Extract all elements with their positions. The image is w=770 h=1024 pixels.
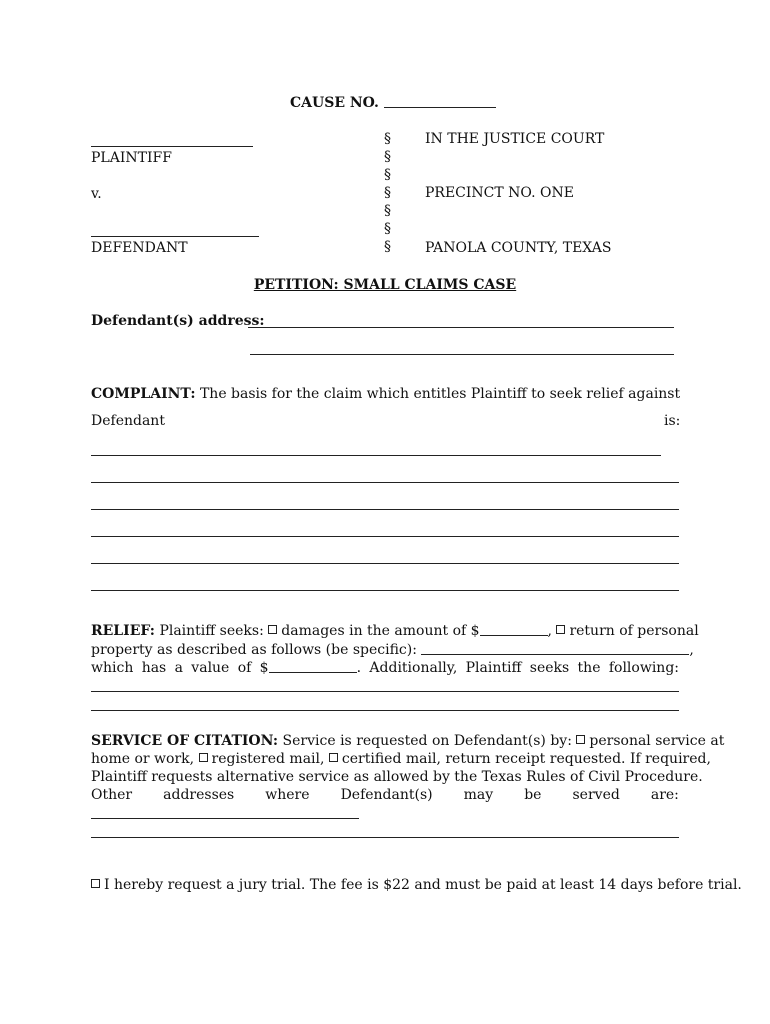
service-label: SERVICE OF CITATION: [91, 733, 279, 749]
section-symbol: § [384, 167, 391, 183]
cause-number [290, 95, 496, 111]
other-word: may [463, 787, 494, 803]
cause-number-field[interactable] [384, 95, 496, 108]
complaint-field-5[interactable] [91, 563, 679, 564]
damages-text: damages in the amount of $ [281, 623, 480, 639]
relief-label: RELIEF: [91, 623, 155, 639]
complaint-field-2[interactable] [91, 482, 679, 483]
relief-field-2[interactable] [91, 710, 679, 711]
complaint-label: COMPLAINT: [91, 386, 196, 402]
section-symbol: § [384, 239, 391, 255]
damages-checkbox[interactable] [268, 625, 277, 634]
service-line-2 [91, 750, 711, 768]
other-address-field-1[interactable] [91, 818, 359, 819]
property-value-field[interactable] [269, 660, 357, 673]
service-line-4 [91, 786, 679, 804]
other-word: where [265, 787, 310, 803]
certified-mail-text: certified mail, return receipt requested. If required, [341, 751, 711, 767]
relief-field-1[interactable] [91, 691, 679, 692]
court-name: IN THE JUSTICE COURT [425, 131, 605, 147]
property-description-field[interactable] [421, 642, 689, 655]
home-work-text: home or work, [91, 751, 195, 767]
defendant-address-label: Defendant(s) address: [91, 313, 265, 329]
complaint-is: is: [664, 413, 681, 429]
damages-amount-field[interactable] [480, 623, 548, 636]
service-requested: Service is requested on Defendant(s) by: [282, 733, 572, 749]
complaint-defendant: Defendant [91, 413, 165, 429]
complaint-field-4[interactable] [91, 536, 679, 537]
service-line-1 [91, 732, 725, 750]
other-word: Defendant(s) [340, 787, 433, 803]
alternative-service-text: Plaintiff requests alternative service as allowed by the Texas Rules of Civil Procedure. [91, 769, 703, 785]
complaint-field-1[interactable] [91, 455, 661, 456]
complaint-text: The basis for the claim which entitles Plaintiff to seek relief against [199, 386, 681, 402]
jury-trial-checkbox[interactable] [91, 879, 100, 888]
complaint-line-1 [91, 385, 679, 403]
section-symbol: § [384, 185, 391, 201]
registered-mail-text: registered mail, [211, 751, 325, 767]
section-symbol: § [384, 149, 391, 165]
personal-service-text: personal service at [589, 733, 725, 749]
other-word: be [524, 787, 542, 803]
section-symbol: § [384, 131, 391, 147]
other-word: are: [650, 787, 679, 803]
relief-line-1: RELIEF: Plaintiff seeks: damages in the amount of $ , return of personal [91, 623, 699, 639]
section-symbol: § [384, 221, 391, 237]
complaint-field-3[interactable] [91, 509, 679, 510]
precinct: PRECINCT NO. ONE [425, 185, 574, 201]
county: PANOLA COUNTY, TEXAS [425, 240, 612, 256]
relief-line-3: which has a value of $ . Additionally, Plaintiff seeks the following: [91, 660, 679, 676]
jury-request-text: I hereby request a jury trial. The fee is $22 and must be paid at least 14 days before trial. [104, 877, 742, 893]
other-address-field-2[interactable] [91, 837, 679, 838]
page-title: PETITION: SMALL CLAIMS CASE [253, 277, 517, 293]
complaint-field-6[interactable] [91, 590, 679, 591]
defendant-label: DEFENDANT [91, 240, 188, 256]
other-word: served [572, 787, 620, 803]
defendant-name-field[interactable] [91, 236, 259, 237]
other-word: Other [91, 787, 133, 803]
service-line-3 [91, 768, 703, 786]
other-word: addresses [163, 787, 235, 803]
return-property-text: return of personal [569, 623, 699, 639]
relief-line-2: property as described as follows (be specific): , [91, 642, 694, 658]
jury-request [91, 877, 742, 893]
versus-label: v. [91, 186, 102, 202]
relief-seeks: Plaintiff seeks: [159, 623, 264, 639]
plaintiff-name-field[interactable] [91, 146, 253, 147]
return-property-checkbox[interactable] [556, 625, 565, 634]
plaintiff-label: PLAINTIFF [91, 150, 172, 166]
additional-text: Additionally, Plaintiff seeks the following: [369, 660, 679, 676]
defendant-address-field-2[interactable] [250, 354, 674, 355]
personal-service-checkbox[interactable] [576, 735, 585, 744]
defendant-address-field-1[interactable] [248, 327, 674, 328]
value-text: which has a value of $ [91, 660, 269, 676]
certified-mail-checkbox[interactable] [329, 753, 338, 762]
section-symbol: § [384, 203, 391, 219]
property-text: property as described as follows (be specific): [91, 642, 417, 658]
registered-mail-checkbox[interactable] [199, 753, 208, 762]
cause-number-label: CAUSE NO. [290, 95, 379, 111]
